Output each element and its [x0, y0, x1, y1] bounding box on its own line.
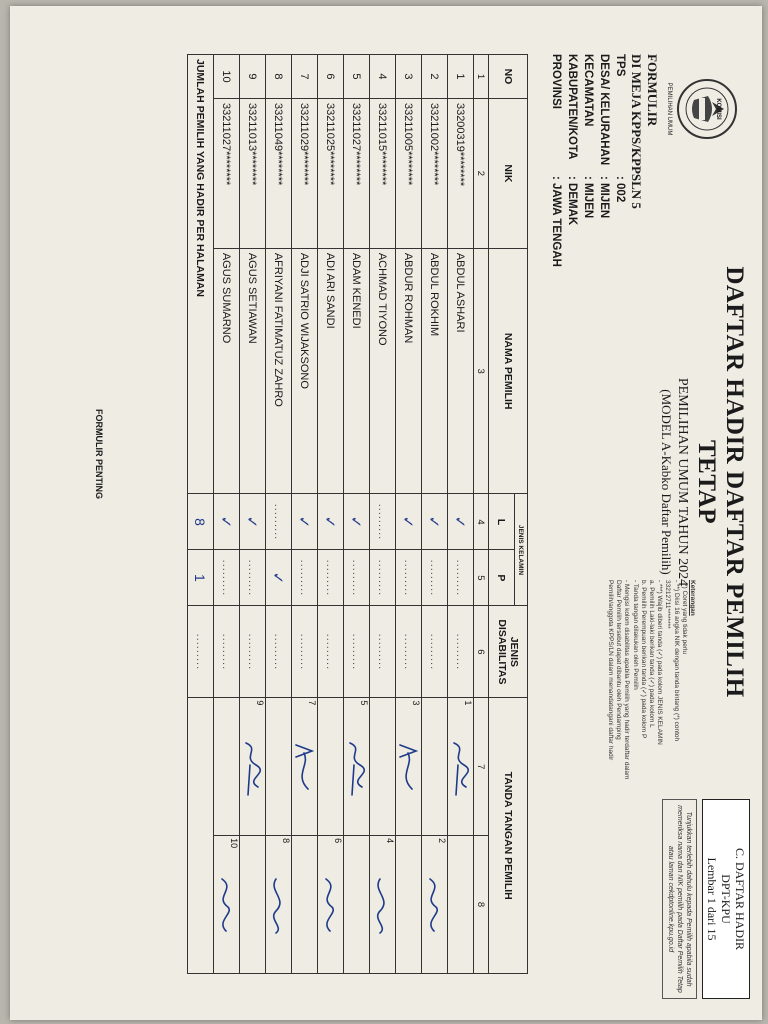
- notes-heading: Keterangan: [689, 580, 696, 616]
- table-header-row: [515, 55, 528, 974]
- title-sub: PEMILIHAN UMUM TAHUN 2024: [675, 377, 690, 587]
- corner-title: C. DAFTAR HADIR: [733, 847, 747, 951]
- col-number: 8: [474, 836, 489, 974]
- row-gender-l: .........: [266, 494, 292, 550]
- header-jenis-kelamin: JENIS KELAMIN: [515, 494, 528, 606]
- col-number: 6: [474, 606, 489, 698]
- row-disabilitas: .........: [396, 606, 422, 698]
- info-row: [580, 54, 596, 267]
- total-label: JUMLAH PEMILIH YANG HADIR PER HALAMAN: [188, 55, 214, 494]
- signature-number: 3: [411, 700, 421, 706]
- header-disabilitas: JENIS DISABILITAS: [489, 606, 528, 698]
- signature-cell-right: [318, 836, 344, 974]
- row-nik: 33211002********: [422, 98, 448, 248]
- row-nama: ABDUL ROKHIM: [422, 248, 448, 494]
- row-disabilitas: .........: [266, 606, 292, 698]
- note-line: - Mengisi kolom disabilitas apabila Pemilih yang hadir terdaftar dalam Daftar Pemilih tersebut dapat dibantu oleh Pendamping Pemilih/anggota KPPS/LN dalam menandatangani daftar hadir: [606, 580, 631, 780]
- table-row: [214, 55, 240, 974]
- signature-number: 4: [385, 838, 395, 844]
- row-no: 4: [370, 55, 396, 99]
- table-row: [266, 55, 292, 974]
- total-disabilitas: .........: [188, 606, 214, 698]
- signature-cell-right: [266, 836, 292, 974]
- row-gender-p: ✓: [266, 550, 292, 606]
- signature-cell-right: [214, 836, 240, 974]
- signature-number: 8: [281, 838, 291, 844]
- row-nama: ACHMAD TIYONO: [370, 248, 396, 494]
- info-row: [612, 54, 628, 267]
- row-gender-l: ✓: [448, 494, 474, 550]
- signature-cell-left: [266, 698, 292, 836]
- info-key: PROVINSI: [550, 54, 562, 109]
- corner-box: [638, 799, 750, 999]
- row-disabilitas: .........: [448, 606, 474, 698]
- info-key: TPS: [614, 54, 626, 77]
- signature-cell-right: [240, 836, 266, 974]
- row-gender-l: ✓: [344, 494, 370, 550]
- row-gender-p: .........: [422, 550, 448, 606]
- row-disabilitas: .........: [240, 606, 266, 698]
- location-info: [548, 54, 628, 267]
- signature-cell-right: [292, 836, 318, 974]
- handwritten-signature: [422, 856, 446, 956]
- header-p: P: [489, 550, 515, 606]
- signature-cell-left: [240, 698, 266, 836]
- row-gender-p: .........: [396, 550, 422, 606]
- row-gender-l: ✓: [422, 494, 448, 550]
- info-key: KABUPATEN/KOTA: [566, 54, 578, 160]
- header-tanda-tangan: TANDA TANGAN PEMILIH: [489, 698, 528, 974]
- signature-cell-left: [396, 698, 422, 836]
- handwritten-signature: [266, 856, 290, 956]
- info-value: : MIJEN: [598, 176, 610, 219]
- row-nik: 33211049********: [266, 98, 292, 248]
- col-number: 1: [474, 55, 489, 99]
- kpu-logo-icon: [676, 78, 738, 140]
- handwritten-signature: [214, 856, 238, 956]
- signature-cell-left: [214, 698, 240, 836]
- signature-number: 5: [359, 700, 369, 706]
- note-line: - **) Diisi 16 angka NIK dengan tanda bintang (*) contoh 33212711********: [664, 580, 680, 742]
- row-nama: ADAM KENEDI: [344, 248, 370, 494]
- handwritten-signature: [448, 718, 472, 818]
- row-nik: 33211027********: [344, 98, 370, 248]
- form-label-line-1: FORMULIR: [645, 54, 660, 127]
- signature-number: 6: [333, 838, 343, 844]
- row-no: 6: [318, 55, 344, 99]
- form-label: [628, 54, 660, 209]
- signature-number: 10: [229, 838, 239, 849]
- table-row: [396, 55, 422, 974]
- signature-cell-left: [448, 698, 474, 836]
- row-no: 9: [240, 55, 266, 99]
- row-disabilitas: .........: [422, 606, 448, 698]
- logo-line-1: KOMISI: [715, 98, 721, 120]
- title-main: DAFTAR HADIR DAFTAR PEMILIH TETAP: [693, 266, 748, 698]
- info-key: DESA/ KELURAHAN: [598, 54, 610, 166]
- row-gender-p: .........: [318, 550, 344, 606]
- header-l: L: [489, 494, 515, 550]
- col-number: 2: [474, 98, 489, 248]
- row-nik: 33211013********: [240, 98, 266, 248]
- row-disabilitas: .........: [344, 606, 370, 698]
- row-gender-p: .........: [370, 550, 396, 606]
- row-nama: ABDUR ROHMAN: [396, 248, 422, 494]
- info-value: : DEMAK: [566, 176, 578, 226]
- row-nik: 33200319********: [448, 98, 474, 248]
- signature-cell-right: [344, 836, 370, 974]
- row-nik: 33211015********: [370, 98, 396, 248]
- notes-block: [606, 580, 696, 788]
- row-nama: ABDUL ASHARI: [448, 248, 474, 494]
- row-gender-p: .........: [214, 550, 240, 606]
- handwritten-signature: [344, 718, 368, 818]
- info-row: [564, 54, 580, 267]
- note-line: - *) Coret yang tidak perlu: [680, 580, 688, 655]
- col-number: 3: [474, 248, 489, 494]
- table-row: [344, 55, 370, 974]
- corner-note: Tunjukkan terlebih dahulu kepada Pemilih apabila sudah memeriksa nama dan NIK pemilih pada Daftar Pemilih Tetap atau laman cekdptonline.kpu.go.id: [662, 799, 697, 999]
- table-row: [370, 55, 396, 974]
- total-l: 8: [188, 494, 214, 550]
- document-paper: [10, 6, 762, 1020]
- row-gender-l: ✓: [396, 494, 422, 550]
- signature-cell-left: [422, 698, 448, 836]
- row-gender-p: .........: [448, 550, 474, 606]
- signature-number: 1: [463, 700, 473, 706]
- info-key: KECAMATAN: [582, 54, 594, 127]
- header-nama: NAMA PEMILIH: [489, 248, 528, 494]
- total-signature-cell: [188, 698, 214, 974]
- row-no: 8: [266, 55, 292, 99]
- voter-attendance-table: [187, 54, 528, 974]
- signature-cell-right: [448, 836, 474, 974]
- row-nama: ADJI SATRIO WIJAKSONO: [292, 248, 318, 494]
- row-no: 3: [396, 55, 422, 99]
- row-gender-l: ✓: [214, 494, 240, 550]
- row-nik: 33211027********: [214, 98, 240, 248]
- info-row: [548, 54, 564, 267]
- row-gender-p: .........: [292, 550, 318, 606]
- row-gender-l: ✓: [292, 494, 318, 550]
- total-p: 1: [188, 550, 214, 606]
- row-nik: 33211005********: [396, 98, 422, 248]
- note-line: b. Pemilih Perempuan berikan tanda (✓) pada kolom P: [639, 580, 647, 739]
- row-gender-l: ✓: [240, 494, 266, 550]
- row-nik: 33211025********: [318, 98, 344, 248]
- signature-cell-left: [370, 698, 396, 836]
- info-value: : 002: [614, 176, 626, 203]
- row-nik: 33211029********: [292, 98, 318, 248]
- signature-cell-left: [292, 698, 318, 836]
- rotated-form-sheet: [16, 14, 756, 1014]
- handwritten-signature: [396, 718, 420, 818]
- row-disabilitas: .........: [214, 606, 240, 698]
- info-row: [596, 54, 612, 267]
- col-number: 4: [474, 494, 489, 550]
- row-gender-p: .........: [344, 550, 370, 606]
- info-value: : JAWA TENGAH: [550, 176, 562, 267]
- row-nama: AGUS SETIAWAN: [240, 248, 266, 494]
- note-line: a. Pemilih Laki-laki berikan tanda (✓) pada kolom L: [647, 580, 655, 728]
- row-nama: AGUS SUMARNO: [214, 248, 240, 494]
- title-model: (MODEL A-Kabko Daftar Pemilih): [659, 389, 674, 575]
- info-value: : MIJEN: [582, 176, 594, 219]
- signature-cell-left: [344, 698, 370, 836]
- footer-label: FORMULIR PENTING: [94, 409, 104, 499]
- handwritten-signature: [370, 856, 394, 956]
- row-disabilitas: .........: [292, 606, 318, 698]
- handwritten-signature: [240, 718, 264, 818]
- row-no: 7: [292, 55, 318, 99]
- col-number: 7: [474, 698, 489, 836]
- header-no: NO: [489, 55, 528, 99]
- corner-subtitle: DPT-KPU: [719, 874, 733, 924]
- column-number-row: [474, 55, 489, 974]
- col-number: 5: [474, 550, 489, 606]
- form-label-line-2: DI MEJA KPPS/KPPSLN 5: [629, 54, 644, 209]
- row-nama: AFRIYANI FATIMATUZ ZAHRO: [266, 248, 292, 494]
- row-no: 5: [344, 55, 370, 99]
- row-disabilitas: .........: [370, 606, 396, 698]
- logo-line-2: PEMILIHAN UMUM: [666, 82, 672, 136]
- signature-cell-right: [370, 836, 396, 974]
- signature-cell-right: [422, 836, 448, 974]
- row-no: 2: [422, 55, 448, 99]
- note-line: - ***) Wajib diberi tanda (✓) pada kolom JENIS KELAMIN: [656, 580, 664, 745]
- handwritten-signature: [292, 718, 316, 818]
- corner-box-header: [702, 799, 750, 999]
- row-gender-l: ✓: [318, 494, 344, 550]
- signature-number: 9: [255, 700, 265, 706]
- signature-cell-left: [318, 698, 344, 836]
- corner-sheet: Lembar 1 dari 15: [705, 857, 719, 941]
- note-line: - Tanda tangan dilakukan oleh Pemilih: [631, 580, 639, 690]
- table-row: [422, 55, 448, 974]
- row-disabilitas: .........: [318, 606, 344, 698]
- signature-cell-right: [396, 836, 422, 974]
- row-gender-l: .........: [370, 494, 396, 550]
- row-no: 1: [448, 55, 474, 99]
- handwritten-signature: [318, 856, 342, 956]
- table-row: [318, 55, 344, 974]
- table-row: [292, 55, 318, 974]
- logo-text-bottom: [666, 74, 672, 144]
- row-no: 10: [214, 55, 240, 99]
- table-row: [240, 55, 266, 974]
- header-nik: NIK: [489, 98, 528, 248]
- signature-number: 7: [307, 700, 317, 706]
- total-row: [188, 55, 214, 974]
- table-row: [448, 55, 474, 974]
- logo-text: [715, 74, 721, 144]
- voter-rows: [214, 55, 474, 974]
- row-nama: ADI ARI SANDI: [318, 248, 344, 494]
- signature-number: 2: [437, 838, 447, 844]
- row-gender-p: .........: [240, 550, 266, 606]
